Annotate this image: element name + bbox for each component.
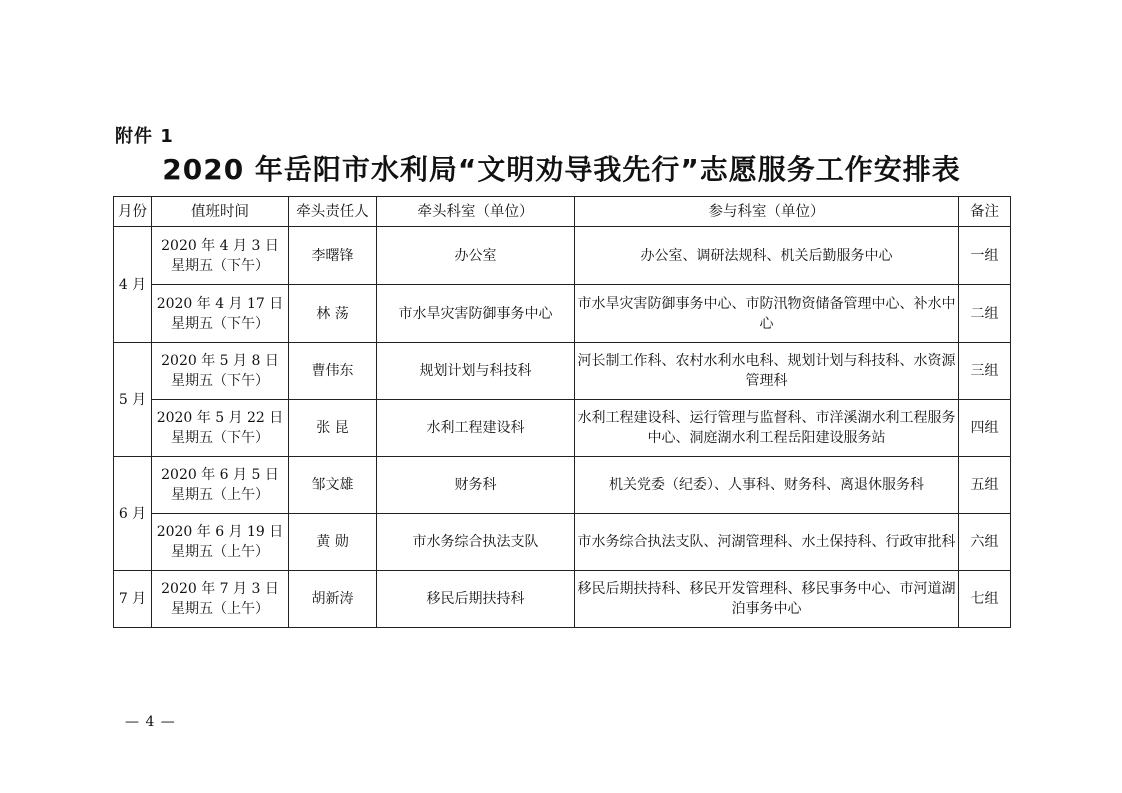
participants-cell: 水利工程建设科、运行管理与监督科、市洋溪湖水利工程服务中心、洞庭湖水利工程岳阳建设服务站 — [575, 400, 959, 457]
col-header-note: 备注 — [959, 197, 1011, 227]
duty-date: 2020 年 6 月 19 日 — [156, 524, 284, 540]
schedule-table — [113, 196, 1011, 628]
duty-time-cell — [152, 571, 289, 628]
document-title: 2020 年岳阳市水利局“文明劝导我先行”志愿服务工作安排表 — [162, 153, 961, 186]
duty-time-cell — [152, 400, 289, 457]
page-number: — 4 — — [125, 714, 176, 730]
duty-time-cell — [152, 343, 289, 400]
lead-dept-cell: 财务科 — [377, 457, 575, 514]
duty-date: 2020 年 5 月 22 日 — [156, 410, 284, 426]
col-header-lead-dept: 牵头科室（单位） — [377, 197, 575, 227]
duty-weekday: 星期五（上午） — [171, 601, 269, 617]
duty-time-cell — [152, 227, 289, 285]
table-row — [114, 343, 1011, 400]
leader-cell: 邹文雄 — [289, 457, 377, 514]
duty-time-cell — [152, 514, 289, 571]
group-cell: 七组 — [959, 571, 1011, 628]
lead-dept-cell: 办公室 — [377, 227, 575, 285]
lead-dept-cell: 规划计划与科技科 — [377, 343, 575, 400]
leader-cell: 张 昆 — [289, 400, 377, 457]
duty-date: 2020 年 6 月 5 日 — [161, 467, 279, 483]
duty-date: 2020 年 4 月 17 日 — [156, 295, 284, 312]
col-header-time: 值班时间 — [152, 197, 289, 227]
duty-weekday: 星期五（下午） — [171, 430, 269, 446]
lead-dept-cell: 移民后期扶持科 — [377, 571, 575, 628]
month-cell: 5 月 — [114, 343, 152, 457]
duty-time-cell — [152, 285, 289, 343]
month-cell: 7 月 — [114, 571, 152, 628]
table-row — [114, 285, 1011, 343]
group-cell: 一组 — [959, 227, 1011, 285]
col-header-leader: 牵头责任人 — [289, 197, 377, 227]
leader-cell: 黄 勋 — [289, 514, 377, 571]
duty-weekday: 星期五（下午） — [171, 257, 269, 274]
duty-weekday: 星期五（下午） — [171, 315, 269, 332]
group-cell: 六组 — [959, 514, 1011, 571]
group-cell: 二组 — [959, 285, 1011, 343]
duty-weekday: 星期五（上午） — [171, 487, 269, 503]
table-header-row — [114, 197, 1011, 227]
participants-cell: 办公室、调研法规科、机关后勤服务中心 — [575, 227, 959, 285]
participants-cell: 市水旱灾害防御事务中心、市防汛物资储备管理中心、补水中心 — [575, 285, 959, 343]
leader-cell: 曹伟东 — [289, 343, 377, 400]
duty-weekday: 星期五（下午） — [171, 373, 269, 389]
group-cell: 四组 — [959, 400, 1011, 457]
lead-dept-cell: 市水务综合执法支队 — [377, 514, 575, 571]
participants-cell: 移民后期扶持科、移民开发管理科、移民事务中心、市河道湖泊事务中心 — [575, 571, 959, 628]
lead-dept-cell: 水利工程建设科 — [377, 400, 575, 457]
participants-cell: 市水务综合执法支队、河湖管理科、水土保持科、行政审批科 — [575, 514, 959, 571]
attachment-label: 附件 1 — [115, 126, 174, 147]
lead-dept-cell: 市水旱灾害防御事务中心 — [377, 285, 575, 343]
table-row — [114, 400, 1011, 457]
month-cell: 6 月 — [114, 457, 152, 571]
duty-date: 2020 年 4 月 3 日 — [161, 237, 279, 254]
table-row — [114, 227, 1011, 285]
table-row — [114, 514, 1011, 571]
participants-cell: 河长制工作科、农村水利水电科、规划计划与科技科、水资源管理科 — [575, 343, 959, 400]
table-row — [114, 571, 1011, 628]
group-cell: 三组 — [959, 343, 1011, 400]
col-header-month: 月份 — [114, 197, 152, 227]
col-header-participants: 参与科室（单位） — [575, 197, 959, 227]
group-cell: 五组 — [959, 457, 1011, 514]
duty-time-cell — [152, 457, 289, 514]
leader-cell: 李曙锋 — [289, 227, 377, 285]
duty-date: 2020 年 5 月 8 日 — [161, 353, 279, 369]
leader-cell: 胡新涛 — [289, 571, 377, 628]
duty-date: 2020 年 7 月 3 日 — [161, 581, 279, 597]
participants-cell: 机关党委（纪委）、人事科、财务科、离退休服务科 — [575, 457, 959, 514]
leader-cell: 林 荡 — [289, 285, 377, 343]
month-cell: 4 月 — [114, 227, 152, 343]
table-row — [114, 457, 1011, 514]
duty-weekday: 星期五（上午） — [171, 544, 269, 560]
